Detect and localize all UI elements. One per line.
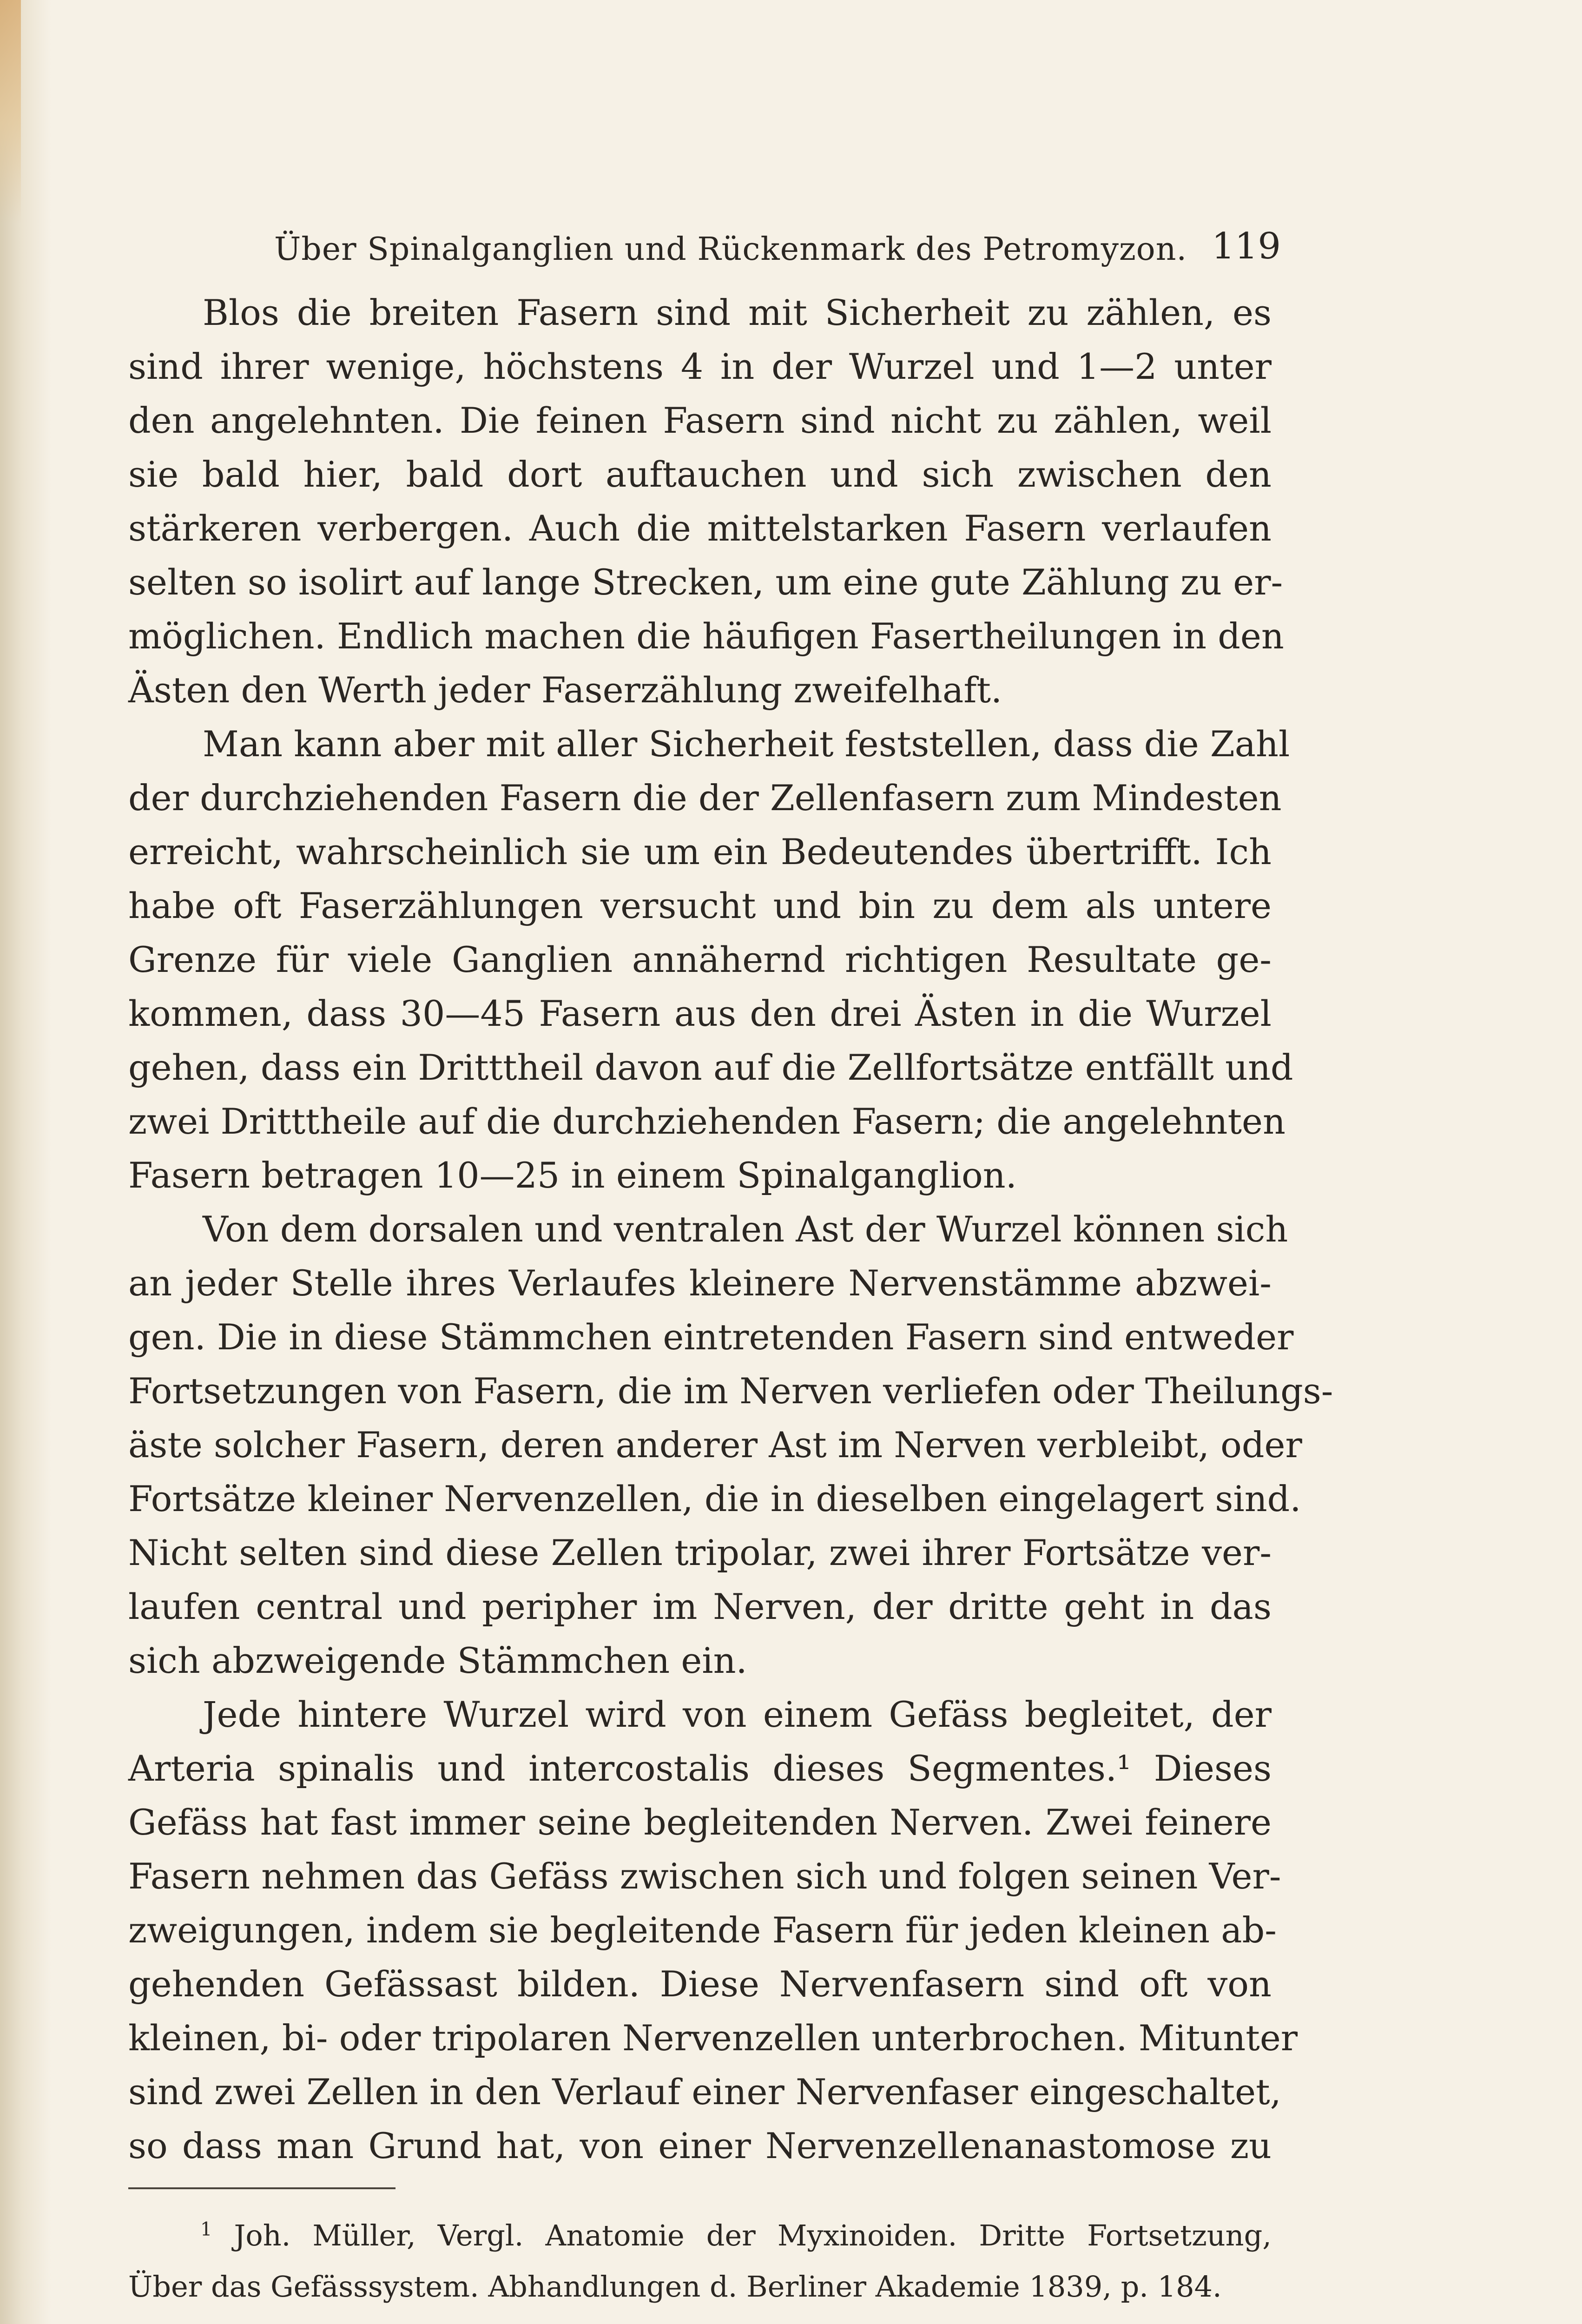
text-line: Grenze für viele Ganglien annähernd richtigen Resultate ge- <box>128 939 1272 980</box>
text-line: sich abzweigende Stämmchen ein. <box>128 1640 747 1681</box>
footnote <box>128 2210 1272 2312</box>
footnote-line: Über das Gefässsystem. Abhandlungen d. Berliner Akademie 1839, p. 184. <box>128 2270 1222 2304</box>
text-line: Jede hintere Wurzel wird von einem Gefäss begleitet, der <box>203 1694 1272 1735</box>
text-line: gehenden Gefässast bilden. Diese Nervenfasern sind oft von <box>128 1963 1272 2005</box>
paragraph-3 <box>128 1202 1333 1688</box>
text-line: stärkeren verbergen. Auch die mittelstarken Fasern verlaufen <box>128 508 1272 549</box>
text-line: Fasern nehmen das Gefäss zwischen sich und folgen seinen Ver- <box>128 1855 1281 1897</box>
text-line: erreicht, wahrscheinlich sie um ein Bedeutendes übertrifft. Ich <box>128 831 1272 872</box>
text-line: gehen, dass ein Dritttheil davon auf die Zellfortsätze entfällt und <box>128 1047 1293 1088</box>
text-line: Blos die breiten Fasern sind mit Sicherheit zu zählen, es <box>203 292 1272 333</box>
text-line: habe oft Faserzählungen versucht und bin zu dem als untere <box>128 885 1272 926</box>
text-line: äste solcher Fasern, deren anderer Ast im Nerven verbleibt, oder <box>128 1424 1302 1466</box>
paragraph-4 <box>128 1688 1298 2173</box>
text-line: zwei Dritttheile auf die durchziehenden Fasern; die angelehnten <box>128 1101 1285 1142</box>
text-line: möglichen. Endlich machen die häufigen Fasertheilungen in den <box>128 615 1284 657</box>
text-line: Arteria spinalis und intercostalis dieses Segmentes.¹ Dieses <box>128 1748 1272 1789</box>
text-line: so dass man Grund hat, von einer Nervenzellenanastomose zu <box>128 2125 1272 2166</box>
footnote-text: Joh. Müller, Vergl. Anatomie der Myxinoiden. Dritte Fortsetzung, <box>234 2218 1272 2252</box>
text-line: sind ihrer wenige, höchstens 4 in der Wurzel und 1—2 unter <box>128 346 1272 387</box>
text-line: Fasern betragen 10—25 in einem Spinalganglion. <box>128 1155 1017 1196</box>
text-line: Nicht selten sind diese Zellen tripolar, zwei ihrer Fortsätze ver- <box>128 1532 1272 1573</box>
text-line: Ästen den Werth jeder Faserzählung zweifelhaft. <box>128 669 1002 711</box>
text-line: Gefäss hat fast immer seine begleitenden Nerven. Zwei feinere <box>128 1802 1272 1843</box>
text-line: kommen, dass 30—45 Fasern aus den drei Ästen in die Wurzel <box>128 993 1272 1034</box>
text-line: sind zwei Zellen in den Verlauf einer Nervenfaser eingeschaltet, <box>128 2071 1281 2113</box>
text-line: der durchziehenden Fasern die der Zellenfasern zum Mindesten <box>128 777 1282 819</box>
page-binding-shadow <box>0 0 51 2324</box>
text-line: laufen central und peripher im Nerven, der dritte geht in das <box>128 1586 1272 1627</box>
text-line: an jeder Stelle ihres Verlaufes kleinere Nervenstämme abzwei- <box>128 1262 1272 1304</box>
paragraph-2 <box>128 717 1293 1202</box>
text-line: Fortsätze kleiner Nervenzellen, die in dieselben eingelagert sind. <box>128 1478 1301 1519</box>
page-number: 119 <box>1212 225 1281 267</box>
text-line: selten so isolirt auf lange Strecken, um eine gute Zählung zu er- <box>128 561 1283 603</box>
text-line: Fortsetzungen von Fasern, die im Nerven verliefen oder Theilungs- <box>128 1370 1333 1412</box>
footnote-marker: 1 <box>200 2218 212 2240</box>
text-line: gen. Die in diese Stämmchen eintretenden Fasern sind entweder <box>128 1316 1294 1358</box>
text-line: Man kann aber mit aller Sicherheit feststellen, dass die Zahl <box>203 723 1290 765</box>
text-line: den angelehnten. Die feinen Fasern sind nicht zu zählen, weil <box>128 400 1272 441</box>
body-text <box>128 286 1333 2173</box>
running-head: Über Spinalganglien und Rückenmark des Petromyzon. <box>274 231 1187 268</box>
text-line: Von dem dorsalen und ventralen Ast der Wurzel können sich <box>203 1208 1288 1250</box>
text-line: kleinen, bi- oder tripolaren Nervenzellen unterbrochen. Mitunter <box>128 2017 1298 2059</box>
page-edge-stain <box>0 0 21 223</box>
footnote-line <box>128 2210 1272 2261</box>
paragraph-1 <box>128 286 1284 717</box>
text-line: sie bald hier, bald dort auftauchen und sich zwischen den <box>128 454 1272 495</box>
footnote-divider <box>128 2187 396 2189</box>
text-line: zweigungen, indem sie begleitende Fasern für jeden kleinen ab- <box>128 1909 1277 1951</box>
